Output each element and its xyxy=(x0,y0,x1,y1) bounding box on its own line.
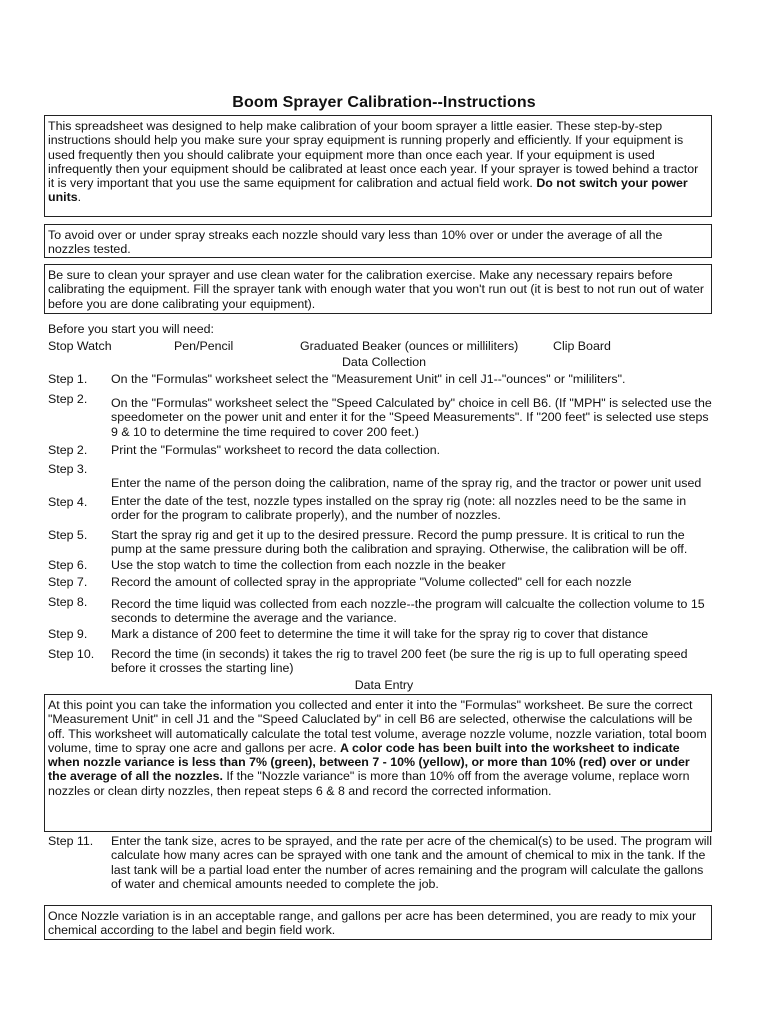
step-text: Use the stop watch to time the collection from each nozzle in the beaker xyxy=(111,558,506,572)
avoid-box xyxy=(44,224,712,258)
step-label: Step 10. xyxy=(48,647,95,661)
tool-pen-pencil: Pen/Pencil xyxy=(174,339,234,353)
page-title: Boom Sprayer Calibration--Instructions xyxy=(232,94,536,111)
step-label: Step 2. xyxy=(48,392,88,406)
intro-end: . xyxy=(77,190,82,205)
clean-text: Be sure to clean your sprayer and use clean water for the calibration exercise. Make any necessary repairs before calibrating the equipment. Fill the sprayer tank with enough water that you won't run out (it is best to not run out of water before you are done calibrating your equipment). xyxy=(48,268,704,311)
intro-box xyxy=(44,115,712,217)
step-label: Step 5. xyxy=(48,528,88,542)
final-box xyxy=(44,905,712,940)
data-entry-text: At this point you can take the information you collected and enter it into the "Formulas" worksheet. Be sure the correct "Measurement Unit" in cell J1 and the "Speed Caluclated by" in cell B6 are selected, otherwise the calculations will be off. This worksheet will automatically calculate the total test volume, average nozzle volume, nozzle variation, total boom volume, time to spray one acre and gallons per acre. xyxy=(48,698,707,755)
step-label: Step 6. xyxy=(48,558,88,572)
step-label: Step 7. xyxy=(48,575,88,589)
step-label: Step 2. xyxy=(48,443,88,457)
intro-bold-warning: Do not switch your power units xyxy=(48,176,688,205)
step-text: On the "Formulas" worksheet select the "Measurement Unit" in cell J1--"ounces" or "mililiters". xyxy=(111,372,626,386)
step-text: On the "Formulas" worksheet select the "Speed Calculated by" choice in cell B6. (If "MPH" is selected use the speedometer on the power unit and enter it for the "Speed Measurements". If "200 feet" is selected use steps 9 & 10 to determine the time required to cover 200 feet.) xyxy=(111,396,712,439)
data-entry-text-2: If the "Nozzle variance" is more than 10% off from the average volume, replace worn nozzles or clean dirty nozzles, then repeat steps 6 & 8 and record the corrected information. xyxy=(48,769,690,798)
step-label: Step 11. xyxy=(48,834,94,848)
step-label: Step 1. xyxy=(48,372,88,386)
step-label: Step 3. xyxy=(48,462,88,476)
data-collection-heading: Data Collection xyxy=(341,355,427,369)
intro-text: This spreadsheet was designed to help make calibration of your boom sprayer a little easier. These step-by-step instructions should help you make sure your spray equipment is running properly and efficiently. If your equipment is used frequently then you should calibrate your equipment more than once each year. If your equipment is used infrequently then your equipment should be calibrated at least once each year. If your sprayer is towed behind a tractor it is very important that you use the same equipment for calibration and actual field work. xyxy=(48,119,699,191)
step-text: Record the time liquid was collected from each nozzle--the program will calcualte the collection volume to 15 seconds to determine the average and the variance. xyxy=(111,597,705,626)
data-entry-box xyxy=(44,694,712,832)
step-text: Mark a distance of 200 feet to determine the time it will take for the spray rig to cover that distance xyxy=(111,627,649,641)
step-text: Start the spray rig and get it up to the desired pressure. Record the pump pressure. It is critical to run the pump at the same pressure during both the calibration and spraying. Otherwise, the calibration will be off. xyxy=(111,528,688,557)
tool-graduated-beaker: Graduated Beaker (ounces or milliliters) xyxy=(300,339,519,353)
step-text: Enter the tank size, acres to be sprayed, and the rate per acre of the chemical(s) to be used. The program will calculate how many acres can be sprayed with one tank and the amount of chemical to mix in the tank. If the last tank will be a partial load enter the number of acres remaining and the program will calculate the gallons of water and chemical amounts needed to complete the job. xyxy=(111,834,713,891)
data-entry-color-code: A color code has been built into the worksheet to indicate when nozzle variance is less than 7% (green), between 7 - 10% (yellow), or more than 10% (red) over or under the average of all the nozzles. xyxy=(48,740,690,784)
step-text: Enter the date of the test, nozzle types installed on the spray rig (note: all nozzles need to be the same in order for the program to calibrate properly), and the number of nozzles. xyxy=(111,494,687,523)
step-label: Step 9. xyxy=(48,627,88,641)
clean-box xyxy=(44,264,712,314)
data-entry-heading: Data Entry xyxy=(354,678,414,692)
step-text: Record the amount of collected spray in the appropriate "Volume collected" cell for each nozzle xyxy=(111,575,632,589)
step-text: Enter the name of the person doing the calibration, name of the spray rig, and the tractor or power unit used xyxy=(111,476,702,490)
avoid-text: To avoid over or under spray streaks each nozzle should vary less than 10% over or under the average of all the nozzles tested. xyxy=(48,228,663,257)
step-label: Step 8. xyxy=(48,595,88,609)
step-text: Record the time (in seconds) it takes the rig to travel 200 feet (be sure the rig is up to full operating speed before it crosses the starting line) xyxy=(111,647,688,676)
step-text: Print the "Formulas" worksheet to record the data collection. xyxy=(111,443,441,457)
step-label: Step 4. xyxy=(48,495,88,509)
final-text: Once Nozzle variation is in an acceptable range, and gallons per acre has been determined, you are ready to mix your chemical according to the label and begin field work. xyxy=(48,909,697,938)
tool-stopwatch: Stop Watch xyxy=(48,339,112,353)
before-label: Before you start you will need: xyxy=(48,322,214,336)
tool-clip-board: Clip Board xyxy=(553,339,611,353)
